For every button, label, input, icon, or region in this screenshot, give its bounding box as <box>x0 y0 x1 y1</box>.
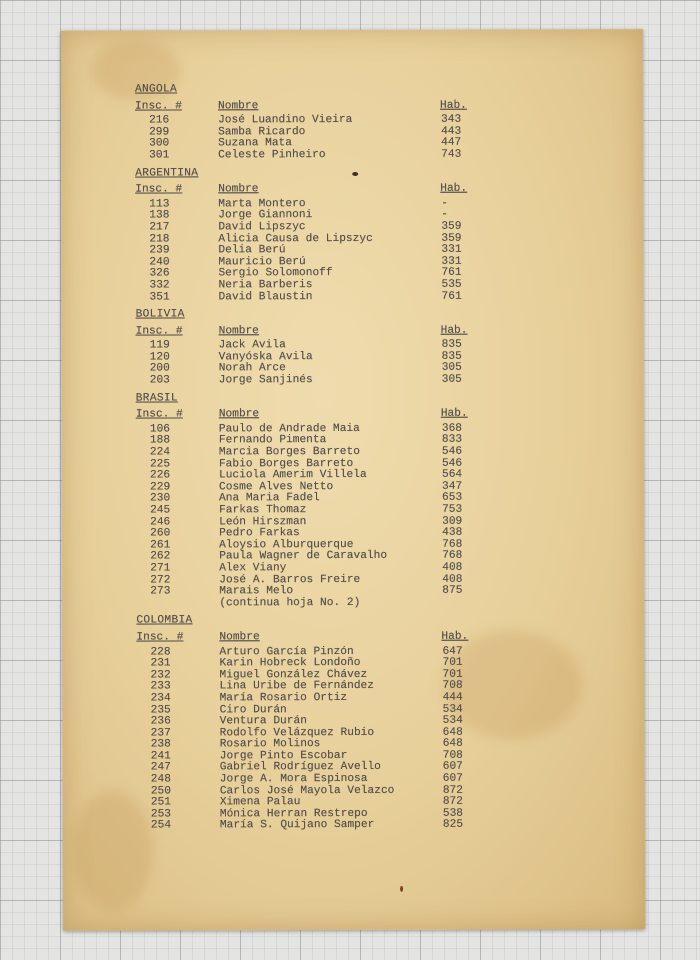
insc-number: 239 <box>149 244 170 257</box>
country-section <box>62 392 645 610</box>
participant-list <box>61 77 645 839</box>
room-number: 607 <box>442 761 463 774</box>
room-number: 761 <box>441 267 462 280</box>
insc-number: 228 <box>150 646 171 659</box>
insc-number: 240 <box>149 256 170 269</box>
participant-name: Jorge Pinto Escobar <box>219 749 348 763</box>
room-number: 305 <box>441 362 462 375</box>
insc-number: 226 <box>149 469 171 482</box>
participant-name: León Hirszman <box>219 515 307 528</box>
insc-number: 253 <box>150 808 172 821</box>
insc-number: 188 <box>149 434 171 447</box>
insc-number: 261 <box>150 539 171 552</box>
room-number: 546 <box>441 445 463 458</box>
insc-number: 250 <box>150 785 171 798</box>
participant-name: Lina Uribe de Fernández <box>219 680 374 693</box>
header-hab: Hab. <box>441 630 469 643</box>
header-nombre: Nombre <box>219 631 260 644</box>
header-insc: Insc. # <box>135 408 183 421</box>
room-number: 368 <box>441 422 463 435</box>
insc-number: 246 <box>150 516 171 529</box>
room-number: 708 <box>442 680 463 693</box>
header-hab: Hab. <box>440 324 468 337</box>
participant-name: María S. Quijano Samper <box>219 819 375 832</box>
participant-name: Rosario Molinos <box>219 738 321 751</box>
room-number: 872 <box>442 784 463 797</box>
insc-number: 236 <box>150 715 171 728</box>
participant-name: Paula Wagner de Caravalho <box>219 550 388 563</box>
room-number: 534 <box>442 714 463 727</box>
continuation-text: (continua hoja No. 2) <box>219 596 361 610</box>
room-number: 833 <box>441 434 463 447</box>
participant-name: Neria Barberis <box>218 279 313 292</box>
insc-number: 271 <box>150 562 171 575</box>
country-heading: COLOMBIA <box>136 614 193 627</box>
participant-name: Arturo García Pinzón <box>219 645 354 658</box>
room-number: 309 <box>442 515 463 528</box>
room-number: 825 <box>442 819 464 832</box>
participant-name: Alicia Causa de Lipszyc <box>218 232 373 245</box>
room-number: 546 <box>441 457 463 470</box>
country-section <box>62 615 645 833</box>
room-number: 768 <box>442 550 463 563</box>
insc-number: 301 <box>149 149 170 162</box>
insc-number: 273 <box>150 585 171 598</box>
insc-number: 300 <box>149 137 170 150</box>
room-number: 359 <box>441 232 462 245</box>
header-hab: Hab. <box>440 407 468 421</box>
room-number: 835 <box>441 338 462 352</box>
insc-number: 247 <box>150 761 171 774</box>
room-number: 648 <box>442 737 463 751</box>
room-number: 331 <box>441 243 462 256</box>
header-hab: Hab. <box>440 182 468 195</box>
header-nombre: Nombre <box>218 99 259 112</box>
participant-name: David Lipszyc <box>218 221 306 234</box>
participant-name: Suzana Mata <box>218 137 292 150</box>
participant-name: Sergio Solomonoff <box>218 267 333 280</box>
room-number: 331 <box>441 255 462 268</box>
insc-number: 216 <box>149 114 170 127</box>
room-number: 701 <box>442 656 463 669</box>
typed-document-page <box>61 29 645 931</box>
room-number: 753 <box>442 503 463 516</box>
room-number: 535 <box>441 278 462 291</box>
insc-number: 245 <box>150 504 171 517</box>
room-number: 347 <box>442 480 463 493</box>
country-heading: BRASIL <box>135 392 178 405</box>
room-number: 447 <box>441 137 462 150</box>
insc-number: 120 <box>149 351 170 364</box>
participant-name: Luciola Amerim Villela <box>218 469 367 482</box>
participant-name: Norah Arce <box>218 362 286 375</box>
insc-number: 218 <box>149 233 170 246</box>
list-row <box>62 374 644 387</box>
participant-name: Ana Maria Fadel <box>219 492 320 505</box>
participant-name: Karin Hobreck Londoño <box>219 657 361 670</box>
insc-number: 200 <box>149 362 170 376</box>
insc-number: 233 <box>150 680 171 693</box>
insc-number: 272 <box>150 574 171 587</box>
participant-name: Jorge Sanjinés <box>218 374 313 387</box>
header-insc: Insc. # <box>135 100 183 113</box>
room-number: 444 <box>442 691 463 704</box>
room-number: 653 <box>442 492 463 505</box>
ink-mark <box>400 886 403 892</box>
participant-name: Fernando Pimenta <box>218 434 327 447</box>
insc-number: 224 <box>149 446 171 459</box>
insc-number: 351 <box>149 290 170 304</box>
header-insc: Insc. # <box>135 325 183 338</box>
participant-name: María Rosario Ortiz <box>219 691 348 705</box>
insc-number: 235 <box>150 703 171 717</box>
continuation-note <box>62 597 644 610</box>
room-number: 564 <box>441 468 463 481</box>
column-headers <box>61 183 643 196</box>
participant-name: José A. Barros Freire <box>219 573 361 586</box>
participant-name: Marais Melo <box>219 585 294 598</box>
insc-number: 234 <box>150 692 171 705</box>
participant-name: David Blaustin <box>218 290 313 303</box>
room-number: - <box>441 209 449 222</box>
room-number: 761 <box>441 290 462 303</box>
country-heading: ANGOLA <box>134 83 178 96</box>
room-number: 875 <box>442 584 463 597</box>
participant-name: Alex Viany <box>219 562 287 575</box>
room-number: 538 <box>442 807 464 820</box>
country-section <box>61 83 643 162</box>
insc-number: 229 <box>150 481 171 494</box>
country-section <box>62 308 644 387</box>
participant-name: Paulo de Andrade Maia <box>218 422 360 436</box>
insc-number: 225 <box>149 458 171 471</box>
participant-name: Celeste Pinheiro <box>218 149 326 162</box>
participant-name: Ciro Durán <box>219 703 287 716</box>
insc-number: 326 <box>149 267 170 280</box>
insc-number: 119 <box>149 339 170 352</box>
participant-name: Mauricio Berú <box>218 255 306 269</box>
country-section <box>61 167 643 304</box>
list-row <box>61 149 643 162</box>
room-number: 359 <box>441 220 462 233</box>
insc-number: 262 <box>150 550 171 563</box>
participant-name: Ximena Palau <box>219 796 301 809</box>
insc-number: 113 <box>149 198 170 211</box>
participant-name: José Luandino Vieira <box>218 114 353 127</box>
insc-number: 138 <box>149 209 170 222</box>
participant-name: Miguel González Chávez <box>219 668 368 682</box>
participant-name: Delia Berú <box>218 244 286 257</box>
participant-name: Jack Avila <box>218 339 286 352</box>
insc-number: 203 <box>149 374 170 387</box>
room-number: 701 <box>442 668 463 681</box>
header-insc: Insc. # <box>136 631 184 644</box>
room-number: 408 <box>442 573 463 586</box>
room-number: 408 <box>442 561 463 574</box>
participant-name: Pedro Farkas <box>219 527 300 540</box>
participant-name: Fabio Borges Barreto <box>218 457 354 470</box>
room-number: 534 <box>442 703 463 716</box>
country-heading: ARGENTINA <box>135 166 199 180</box>
country-heading: BOLIVIA <box>135 308 185 321</box>
participant-name: Ventura Durán <box>219 715 307 728</box>
participant-name: Carlos José Mayola Velazco <box>219 784 395 798</box>
insc-number: 232 <box>150 669 171 682</box>
header-nombre: Nombre <box>218 408 260 421</box>
column-headers <box>61 100 643 113</box>
room-number: 647 <box>442 645 463 658</box>
room-number: 438 <box>442 526 463 539</box>
header-hab: Hab. <box>440 99 467 112</box>
insc-number: 231 <box>150 657 171 670</box>
insc-number: 230 <box>150 492 171 505</box>
participant-name: Aloysio Alburquerque <box>219 538 354 552</box>
participant-name: Samba Ricardo <box>218 125 306 139</box>
room-number: - <box>441 197 449 210</box>
room-number: 708 <box>442 749 463 762</box>
header-insc: Insc. # <box>135 183 183 196</box>
insc-number: 251 <box>150 796 172 809</box>
participant-name: Cosme Alves Netto <box>219 480 334 494</box>
participant-name: Jorge Giannoni <box>218 209 313 222</box>
insc-number: 237 <box>150 727 171 740</box>
insc-number: 248 <box>150 773 171 786</box>
room-number: 835 <box>441 350 462 363</box>
participant-name: Vanyóska Avila <box>218 350 313 364</box>
insc-number: 299 <box>149 126 170 139</box>
insc-number: 106 <box>149 423 171 436</box>
room-number: 607 <box>442 772 463 785</box>
header-nombre: Nombre <box>218 183 259 196</box>
insc-number: 241 <box>150 750 171 763</box>
participant-name: Farkas Thomaz <box>219 504 307 517</box>
room-number: 343 <box>441 113 462 126</box>
column-headers <box>62 325 644 338</box>
insc-number: 238 <box>150 738 171 751</box>
insc-number: 254 <box>150 819 172 832</box>
room-number: 872 <box>442 795 464 809</box>
list-row <box>63 820 645 833</box>
participant-name: Marcia Borges Barreto <box>218 446 360 459</box>
participant-name: Mónica Herran Restrepo <box>219 807 368 821</box>
participant-name: Gabriel Rodríguez Avello <box>219 761 381 774</box>
participant-name: Marta Montero <box>218 197 306 211</box>
column-headers <box>62 408 644 421</box>
room-number: 305 <box>441 373 462 386</box>
room-number: 648 <box>442 726 463 739</box>
participant-name: Rodolfo Velázquez Rubio <box>219 726 375 740</box>
insc-number: 217 <box>149 221 170 234</box>
room-number: 443 <box>441 125 462 138</box>
room-number: 768 <box>442 538 463 551</box>
insc-number: 260 <box>150 527 171 540</box>
column-headers <box>62 631 644 644</box>
header-nombre: Nombre <box>218 324 259 338</box>
insc-number: 332 <box>149 279 170 292</box>
participant-name: Jorge A. Mora Espinosa <box>219 773 368 786</box>
list-row <box>62 291 644 304</box>
room-number: 743 <box>441 148 462 161</box>
